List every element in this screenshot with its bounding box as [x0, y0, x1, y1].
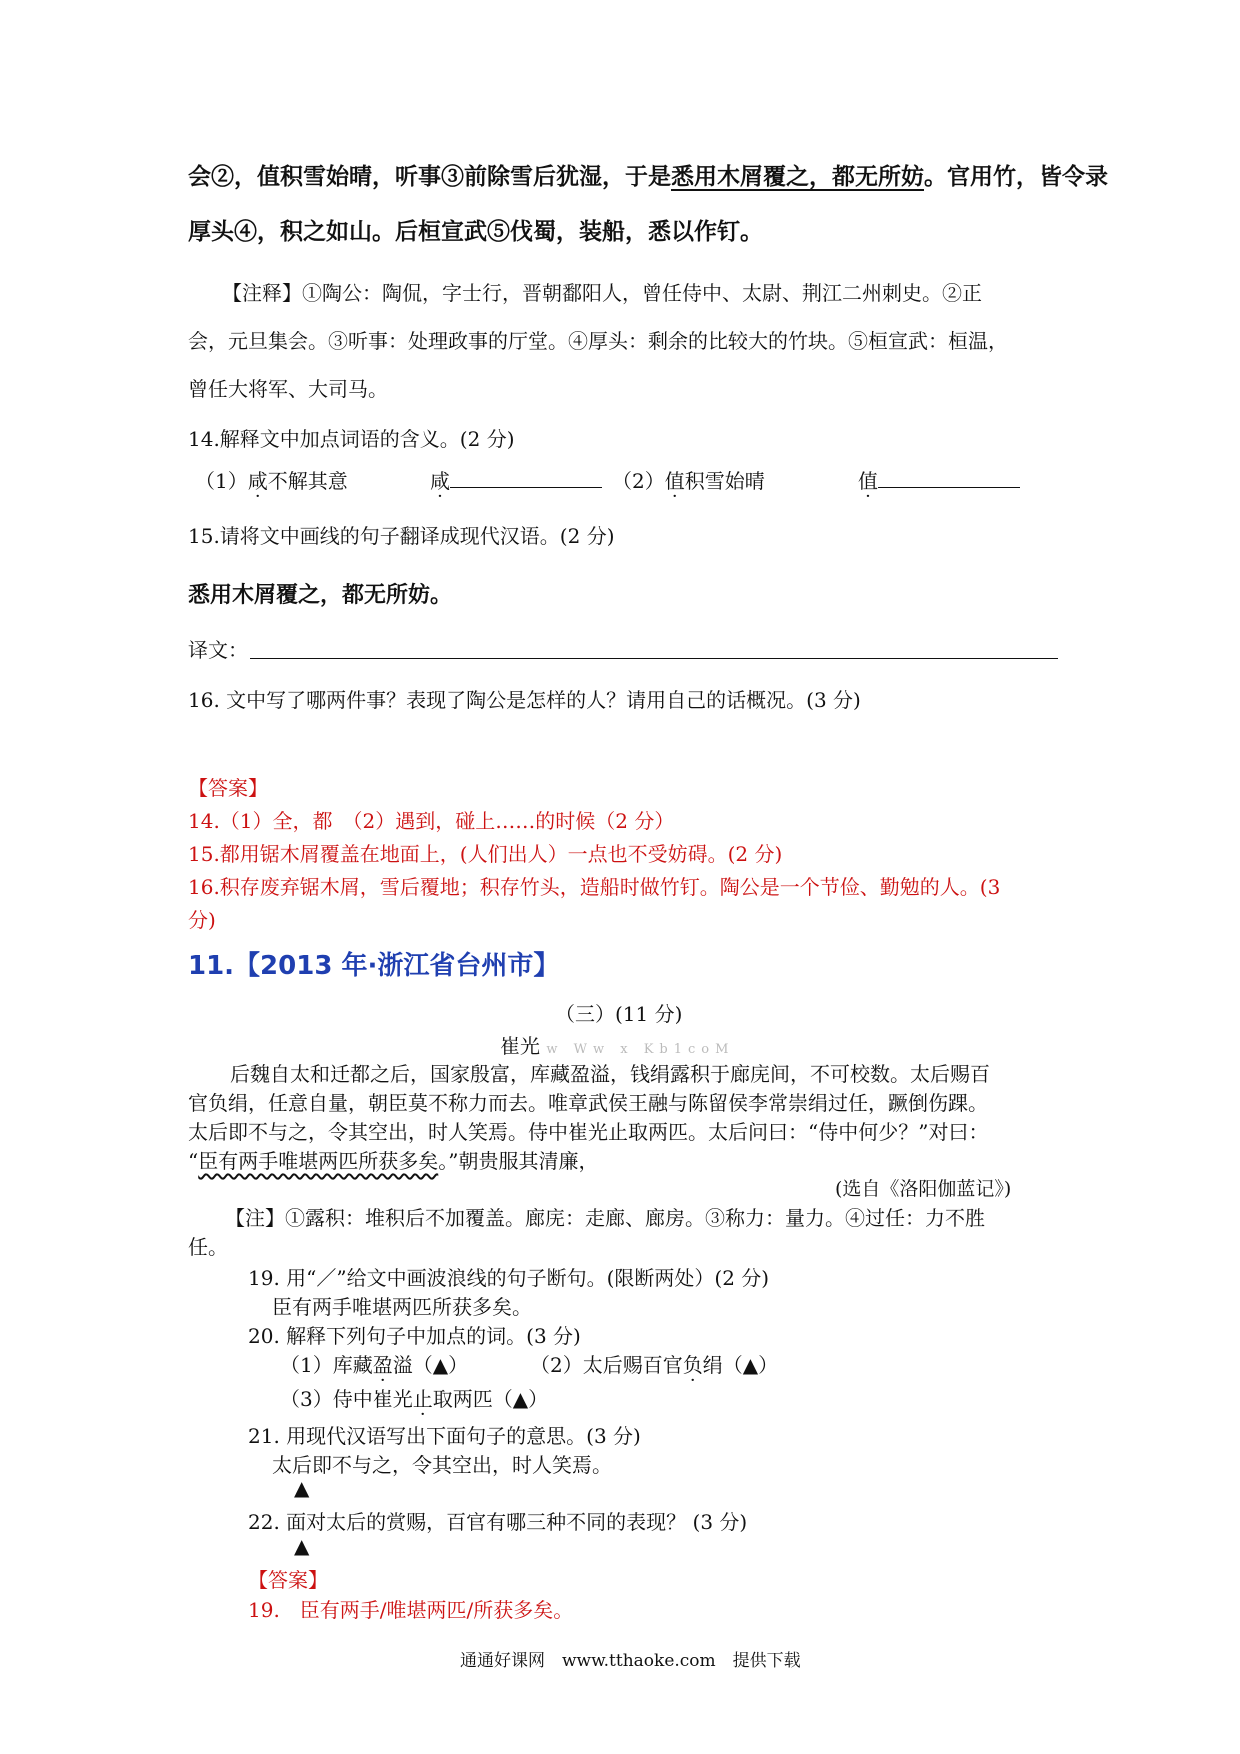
notes-line-3: 曾任大将军、大司马。 — [188, 377, 388, 401]
question-14-item-2 — [612, 465, 765, 494]
answer-16-line-2: 分) — [188, 908, 216, 932]
dotted-word: 咸 — [430, 469, 450, 493]
question-14-answer-1 — [430, 465, 602, 494]
passage-title-text: 崔光 — [500, 1034, 540, 1058]
notes-line-2: 会，元旦集会。③听事：处理政事的厅堂。④厚头：剩余的比较大的竹块。⑤桓宣武：桓温， — [188, 329, 1008, 353]
question-20-stem: 20. 解释下列句子中加点的词。(3 分) — [248, 1324, 581, 1348]
footer-text: 通通好课网 www.tthaoke.com 提供下载 — [460, 1651, 801, 1671]
question-21-sentence: 太后即不与之，令其空出，时人笑焉。 — [272, 1453, 612, 1477]
dotted-word: 值 — [664, 469, 685, 493]
item-text: （1）库藏 — [280, 1353, 373, 1377]
question-15-stem: 15.请将文中画线的句子翻译成现代汉语。(2 分) — [188, 524, 615, 548]
part-title: （三）(11 分) — [555, 1002, 683, 1026]
question-16-stem: 16. 文中写了哪两件事？表现了陶公是怎样的人？请用自己的话概况。(3 分) — [188, 688, 861, 712]
question-22-stem: 22. 面对太后的赏赐，百官有哪三种不同的表现？ (3 分) — [248, 1510, 748, 1534]
item-text: 取两匹（▲） — [432, 1387, 549, 1411]
answer-16-line-1: 16.积存废弃锯木屑，雪后覆地；积存竹头，造船时做竹钉。陶公是一个节俭、勤勉的人。(3 — [188, 875, 1001, 899]
question-20-item-3 — [280, 1383, 548, 1412]
item-text: 积雪始晴 — [684, 469, 765, 493]
answer-blank[interactable] — [878, 469, 1020, 488]
item-text: 不解其意 — [267, 469, 348, 493]
answer-19: 19. 臣有两手/唯堪两匹/所获多矣。 — [248, 1598, 574, 1622]
dotted-word: 负 — [682, 1353, 703, 1377]
question-20-item-2 — [530, 1349, 778, 1378]
question-19-sentence: 臣有两手唯堪两匹所获多矣。 — [272, 1295, 532, 1319]
wavy-underlined-sentence: 臣有两手唯堪两匹所获多矣 — [198, 1149, 439, 1173]
answer-heading-2: 【答案】 — [248, 1568, 328, 1592]
question-14-stem: 14.解释文中加点词语的含义。(2 分) — [188, 427, 515, 451]
passage-title — [500, 1030, 734, 1059]
question-21-stem: 21. 用现代汉语写出下面句子的意思。(3 分) — [248, 1424, 641, 1448]
item-prefix: （2） — [612, 469, 665, 493]
quote-mark: “ — [188, 1149, 199, 1173]
item-text: 绢（▲） — [702, 1353, 779, 1377]
question-15-sentence: 悉用木屑覆之，都无所妨。 — [188, 582, 453, 608]
passage-text: 。官用竹，皆令录 — [924, 163, 1108, 190]
passage2-source: (选自《洛阳伽蓝记》) — [835, 1178, 1012, 1200]
passage2-line-2: 官负绢，任意自量，朝臣莫不称力而去。唯章武侯王融与陈留侯李常崇绢过任，蹶倒伤踝。 — [188, 1091, 988, 1115]
question-19-stem: 19. 用“／”给文中画波浪线的句子断句。(限断两处）(2 分) — [248, 1266, 770, 1290]
item-text: （2）太后赐百官 — [530, 1353, 683, 1377]
underlined-sentence: 悉用木屑覆之，都无所妨 — [671, 163, 924, 190]
answer-heading: 【答案】 — [188, 776, 268, 800]
note2-line-1: 【注】①露积：堆积后不加覆盖。廊庑：走廊、廊房。③称力：量力。④过任：力不胜 — [225, 1206, 985, 1230]
translation-answer-line[interactable] — [250, 658, 1058, 659]
dotted-word: 盈 — [372, 1353, 393, 1377]
answer-marker-triangle: ▲ — [294, 1476, 310, 1500]
item-text: （3）侍中崔光 — [280, 1387, 413, 1411]
question-14-answer-2 — [858, 465, 1020, 494]
passage2-line-4 — [188, 1145, 598, 1174]
dotted-word: 值 — [858, 469, 878, 493]
dotted-word: 止 — [412, 1387, 433, 1411]
passage-line-1 — [188, 158, 1108, 191]
passage2-line-1: 后魏自太和迁都之后，国家殷富，库藏盈溢，钱绢露积于廊庑间，不可校数。太后赐百 — [230, 1062, 990, 1086]
answer-marker-triangle: ▲ — [294, 1534, 310, 1558]
answer-14: 14.（1）全，都 （2）遇到，碰上……的时候（2 分） — [188, 809, 675, 833]
section-heading: 11.【2013 年·浙江省台州市】 — [188, 951, 560, 981]
notes-line-1: 【注释】①陶公：陶侃，字士行，晋朝鄱阳人，曾任侍中、太尉、荆江二州刺史。②正 — [222, 281, 982, 305]
passage-text: 。”朝贵服其清廉， — [438, 1149, 599, 1173]
translation-label: 译文： — [188, 638, 248, 662]
note2-line-2: 任。 — [188, 1235, 228, 1259]
watermark: w Ww x Kb1coM — [546, 1042, 735, 1057]
item-prefix: （1） — [195, 469, 248, 493]
answer-blank[interactable] — [450, 469, 602, 488]
dotted-word: 咸 — [247, 469, 268, 493]
question-14-item-1 — [195, 465, 348, 494]
item-text: 溢（▲） — [392, 1353, 469, 1377]
passage-line-2: 厚头④，积之如山。后桓宣武⑤伐蜀，装船，悉以作钉。 — [188, 218, 763, 245]
answer-15: 15.都用锯木屑覆盖在地面上，(人们出人）一点也不受妨碍。(2 分) — [188, 842, 783, 866]
question-20-item-1 — [280, 1349, 468, 1378]
passage-text: 会②，值积雪始晴，听事③前除雪后犹湿，于是 — [188, 163, 671, 190]
passage2-line-3: 太后即不与之，令其空出，时人笑焉。侍中崔光止取两匹。太后问曰：“侍中何少？”对曰： — [188, 1120, 989, 1144]
